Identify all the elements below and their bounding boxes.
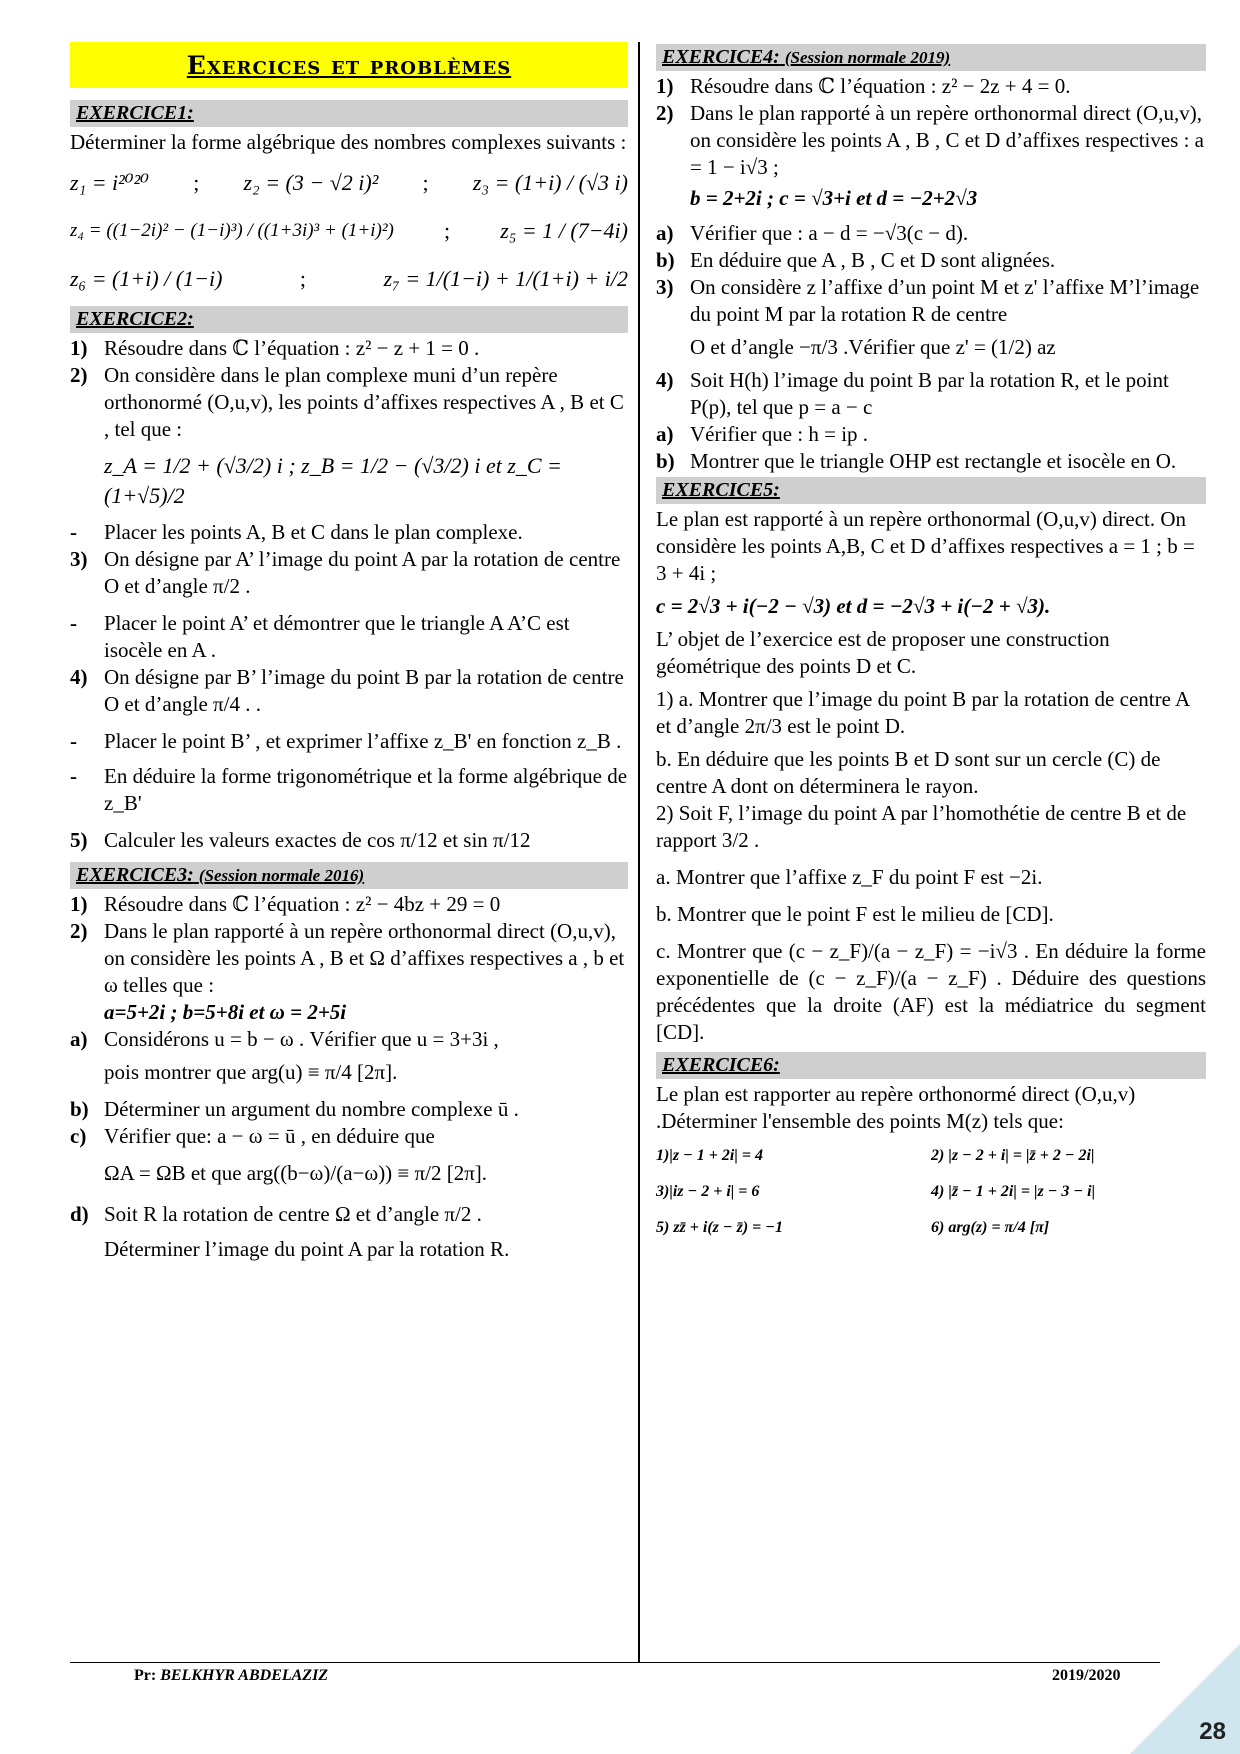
- left-column: [70, 42, 628, 1263]
- ex2-q4c: - En déduire la forme trigonométrique et la forme algébrique de z_B': [70, 764, 628, 815]
- exercise6-heading: EXERCICE6:: [656, 1052, 1206, 1079]
- ex3-q2-eq: a=5+2i ; b=5+8i et ω = 2+5i: [104, 1000, 347, 1024]
- ex1-intro: Déterminer la forme algébrique des nombres complexes suivants :: [70, 130, 627, 154]
- ex3-qd2: Déterminer l’image du point A par la rotation R.: [104, 1237, 510, 1261]
- ex5-q2c: c. Montrer que (c − z_F)/(a − z_F) = −i√3 . En déduire la forme exponentielle de (c − z_F)/(a − z_F) . Déduire des questions précédentes que la droite (AF) est la médiatrice du segment [CD].: [656, 939, 1206, 1044]
- ex1-z4: z₄ = ((1−2i)² − (1−i)³) / ((1+3i)³ + (1+i)²): [70, 220, 394, 241]
- ex6-intro: Le plan est rapporter au repère orthonormé direct (O,u,v) .Déterminer l'ensemble des points M(z) tels que:: [656, 1082, 1136, 1133]
- school-year: 2019/2020: [1052, 1667, 1121, 1684]
- ex1-sep: ;: [422, 170, 429, 195]
- title-banner: [70, 42, 628, 88]
- ex5-q2a: a. Montrer que l’affixe z_F du point F est −2i.: [656, 865, 1043, 889]
- ex4-qa: a) Vérifier que : a − d = −√3(c − d).: [656, 221, 969, 245]
- exercise3-heading: EXERCICE3: (Session normale 2016): [70, 862, 628, 889]
- ex1-sep: ;: [299, 266, 307, 291]
- ex5-q1b: b. En déduire que les points B et D sont sur un cercle (C) de centre A dont on déterminera le rayon.: [656, 747, 1161, 798]
- ex3-qc: c) Vérifier que: a − ω = ū , en déduire que: [70, 1124, 435, 1148]
- ex3-qc2: ΩA = ΩB et que arg((b−ω)/(a−ω)) ≡ π/2 [2π].: [104, 1161, 488, 1185]
- exercise5-heading: EXERCICE5:: [656, 477, 1206, 504]
- ex2-q2b: - Placer les points A, B et C dans le plan complexe.: [70, 520, 523, 544]
- ex3-qa: a) Considérons u = b − ω . Vérifier que u = 3+3i ,: [70, 1027, 499, 1051]
- ex1-sep: ;: [443, 218, 451, 243]
- ex2-q4: 4) On désigne par B’ l’image du point B par la rotation de centre O et d’angle π/4 . .: [70, 665, 624, 716]
- ex3-q1: 1) Résoudre dans ℂ l’équation : z² − 4bz + 29 = 0: [70, 892, 501, 916]
- page-number: 28: [1199, 1718, 1226, 1745]
- ex6-c5: 5) zz̄ + i(z − z̄) = −1: [656, 1219, 783, 1236]
- ex1-z1: z₁ = i²⁰²⁰: [70, 170, 149, 195]
- ex3-qa2: pois montrer que arg(u) ≡ π/4 [2π].: [104, 1060, 398, 1084]
- ex5-q2: 2) Soit F, l’image du point A par l’homothétie de centre B et de rapport 3/2 .: [656, 801, 1187, 852]
- ex1-z6: z₆ = (1+i) / (1−i): [70, 266, 223, 291]
- ex4-q3b: O et d’angle −π/3 .Vérifier que z' = (1/2) az: [690, 335, 1056, 359]
- ex5-q1a: 1) a. Montrer que l’image du point B par la rotation de centre A et d’angle 2π/3 est le point D.: [656, 687, 1190, 738]
- ex4-q1: 1) Résoudre dans ℂ l’équation : z² − 2z + 4 = 0.: [656, 74, 1071, 98]
- ex4-q4: 4) Soit H(h) l’image du point B par la rotation R, et le point P(p), tel que p = a − c: [656, 368, 1169, 419]
- ex4-q2: 2) Dans le plan rapporté à un repère orthonormal direct (O,u,v), on considère les points A , B , C et D d’affixes respectives : a = 1 − i√3 ;: [656, 101, 1205, 179]
- exercise2-heading: EXERCICE2:: [70, 306, 628, 333]
- ex3-qd: d) Soit R la rotation de centre Ω et d’angle π/2 .: [70, 1202, 482, 1226]
- ex1-z7: z₇ = 1/(1−i) + 1/(1+i) + i/2: [383, 266, 628, 291]
- ex6-c6: 6) arg(z) = π/4 [π]: [931, 1219, 1050, 1236]
- ex2-q2-eq: z_A = 1/2 + (√3/2) i ; z_B = 1/2 − (√3/2) i et z_C = (1+√5)/2: [104, 453, 562, 508]
- column-divider: [638, 42, 640, 1662]
- ex6-c3: 3)|iz − 2 + i| = 6: [656, 1183, 760, 1200]
- ex6-conditions: [656, 1147, 1206, 1237]
- ex1-z2: z₂ = (3 − √2 i)²: [243, 170, 379, 195]
- ex5-q2b: b. Montrer que le point F est le milieu de [CD].: [656, 902, 1054, 926]
- ex6-c2: 2) |z − 2 + i| = |z̄ + 2 − 2i|: [931, 1147, 1095, 1164]
- ex4-qb: b) En déduire que A , B , C et D sont alignées.: [656, 248, 1056, 272]
- ex5-intro: Le plan est rapporté à un repère orthonormal (O,u,v) direct. On considère les points A,B, C et D d’affixes respectives a = 1 ; b = 3 + 4i ;: [656, 507, 1195, 585]
- ex4-q2-eq: b = 2+2i ; c = √3+i et d = −2+2√3: [690, 186, 978, 210]
- ex2-q2: 2) On considère dans le plan complexe muni d’un repère orthonormé (O,u,v), les points d’affixes respectives A , B et C , tel que :: [70, 363, 624, 441]
- ex1-z5: z₅ = 1 / (7−4i): [500, 218, 628, 243]
- ex4-q3: 3) On considère z l’affixe d’un point M et z' l’affixe M’l’image du point M par la rotation R de centre: [656, 275, 1200, 326]
- ex4-q4b: b) Montrer que le triangle OHP est rectangle et isocèle en O.: [656, 449, 1177, 473]
- ex1-z3: z₃ = (1+i) / (√3 i): [472, 170, 628, 195]
- ex2-q3: 3) On désigne par A’ l’image du point A par la rotation de centre O et d’angle π/2 .: [70, 547, 621, 598]
- page-title: Exercices et problèmes: [186, 50, 512, 80]
- ex1-sep: ;: [193, 170, 200, 195]
- ex1-row2: [70, 212, 628, 250]
- ex2-q3b: - Placer le point A’ et démontrer que le triangle A A’C est isocèle en A .: [70, 611, 570, 662]
- exercise1-heading: EXERCICE1:: [70, 100, 628, 127]
- ex3-qb: b) Déterminer un argument du nombre complexe ū .: [70, 1097, 519, 1121]
- ex5-eq: c = 2√3 + i(−2 − √3) et d = −2√3 + i(−2 + √3).: [656, 594, 1051, 618]
- author: Pr: BELKHYR ABDELAZIZ: [134, 1667, 329, 1684]
- ex6-c1: 1)|z − 1 + 2i| = 4: [656, 1147, 763, 1164]
- ex2-q1: 1) Résoudre dans ℂ l’équation : z² − z + 1 = 0 .: [70, 336, 480, 360]
- ex3-q2: 2) Dans le plan rapporté à un repère orthonormal direct (O,u,v), on considère les points A , B et Ω d’affixes respectives a , b et ω telles que :: [70, 919, 625, 997]
- page-footer: [70, 1662, 1160, 1684]
- ex2-q4b: - Placer le point B’ , et exprimer l’affixe z_B' en fonction z_B .: [70, 729, 622, 753]
- ex6-c4: 4) |z̄ − 1 + 2i| = |z − 3 − i|: [931, 1183, 1096, 1200]
- ex4-q4a: a) Vérifier que : h = ip .: [656, 422, 869, 446]
- ex5-objective: L’ objet de l’exercice est de proposer une construction géométrique des points D et C.: [656, 627, 1110, 678]
- right-column: [656, 42, 1206, 1237]
- ex1-row1: [70, 164, 628, 202]
- ex1-row3: [70, 260, 628, 298]
- exercise4-heading: EXERCICE4: (Session normale 2019): [656, 44, 1206, 71]
- ex2-q5: 5) Calculer les valeurs exactes de cos π/12 et sin π/12: [70, 828, 531, 852]
